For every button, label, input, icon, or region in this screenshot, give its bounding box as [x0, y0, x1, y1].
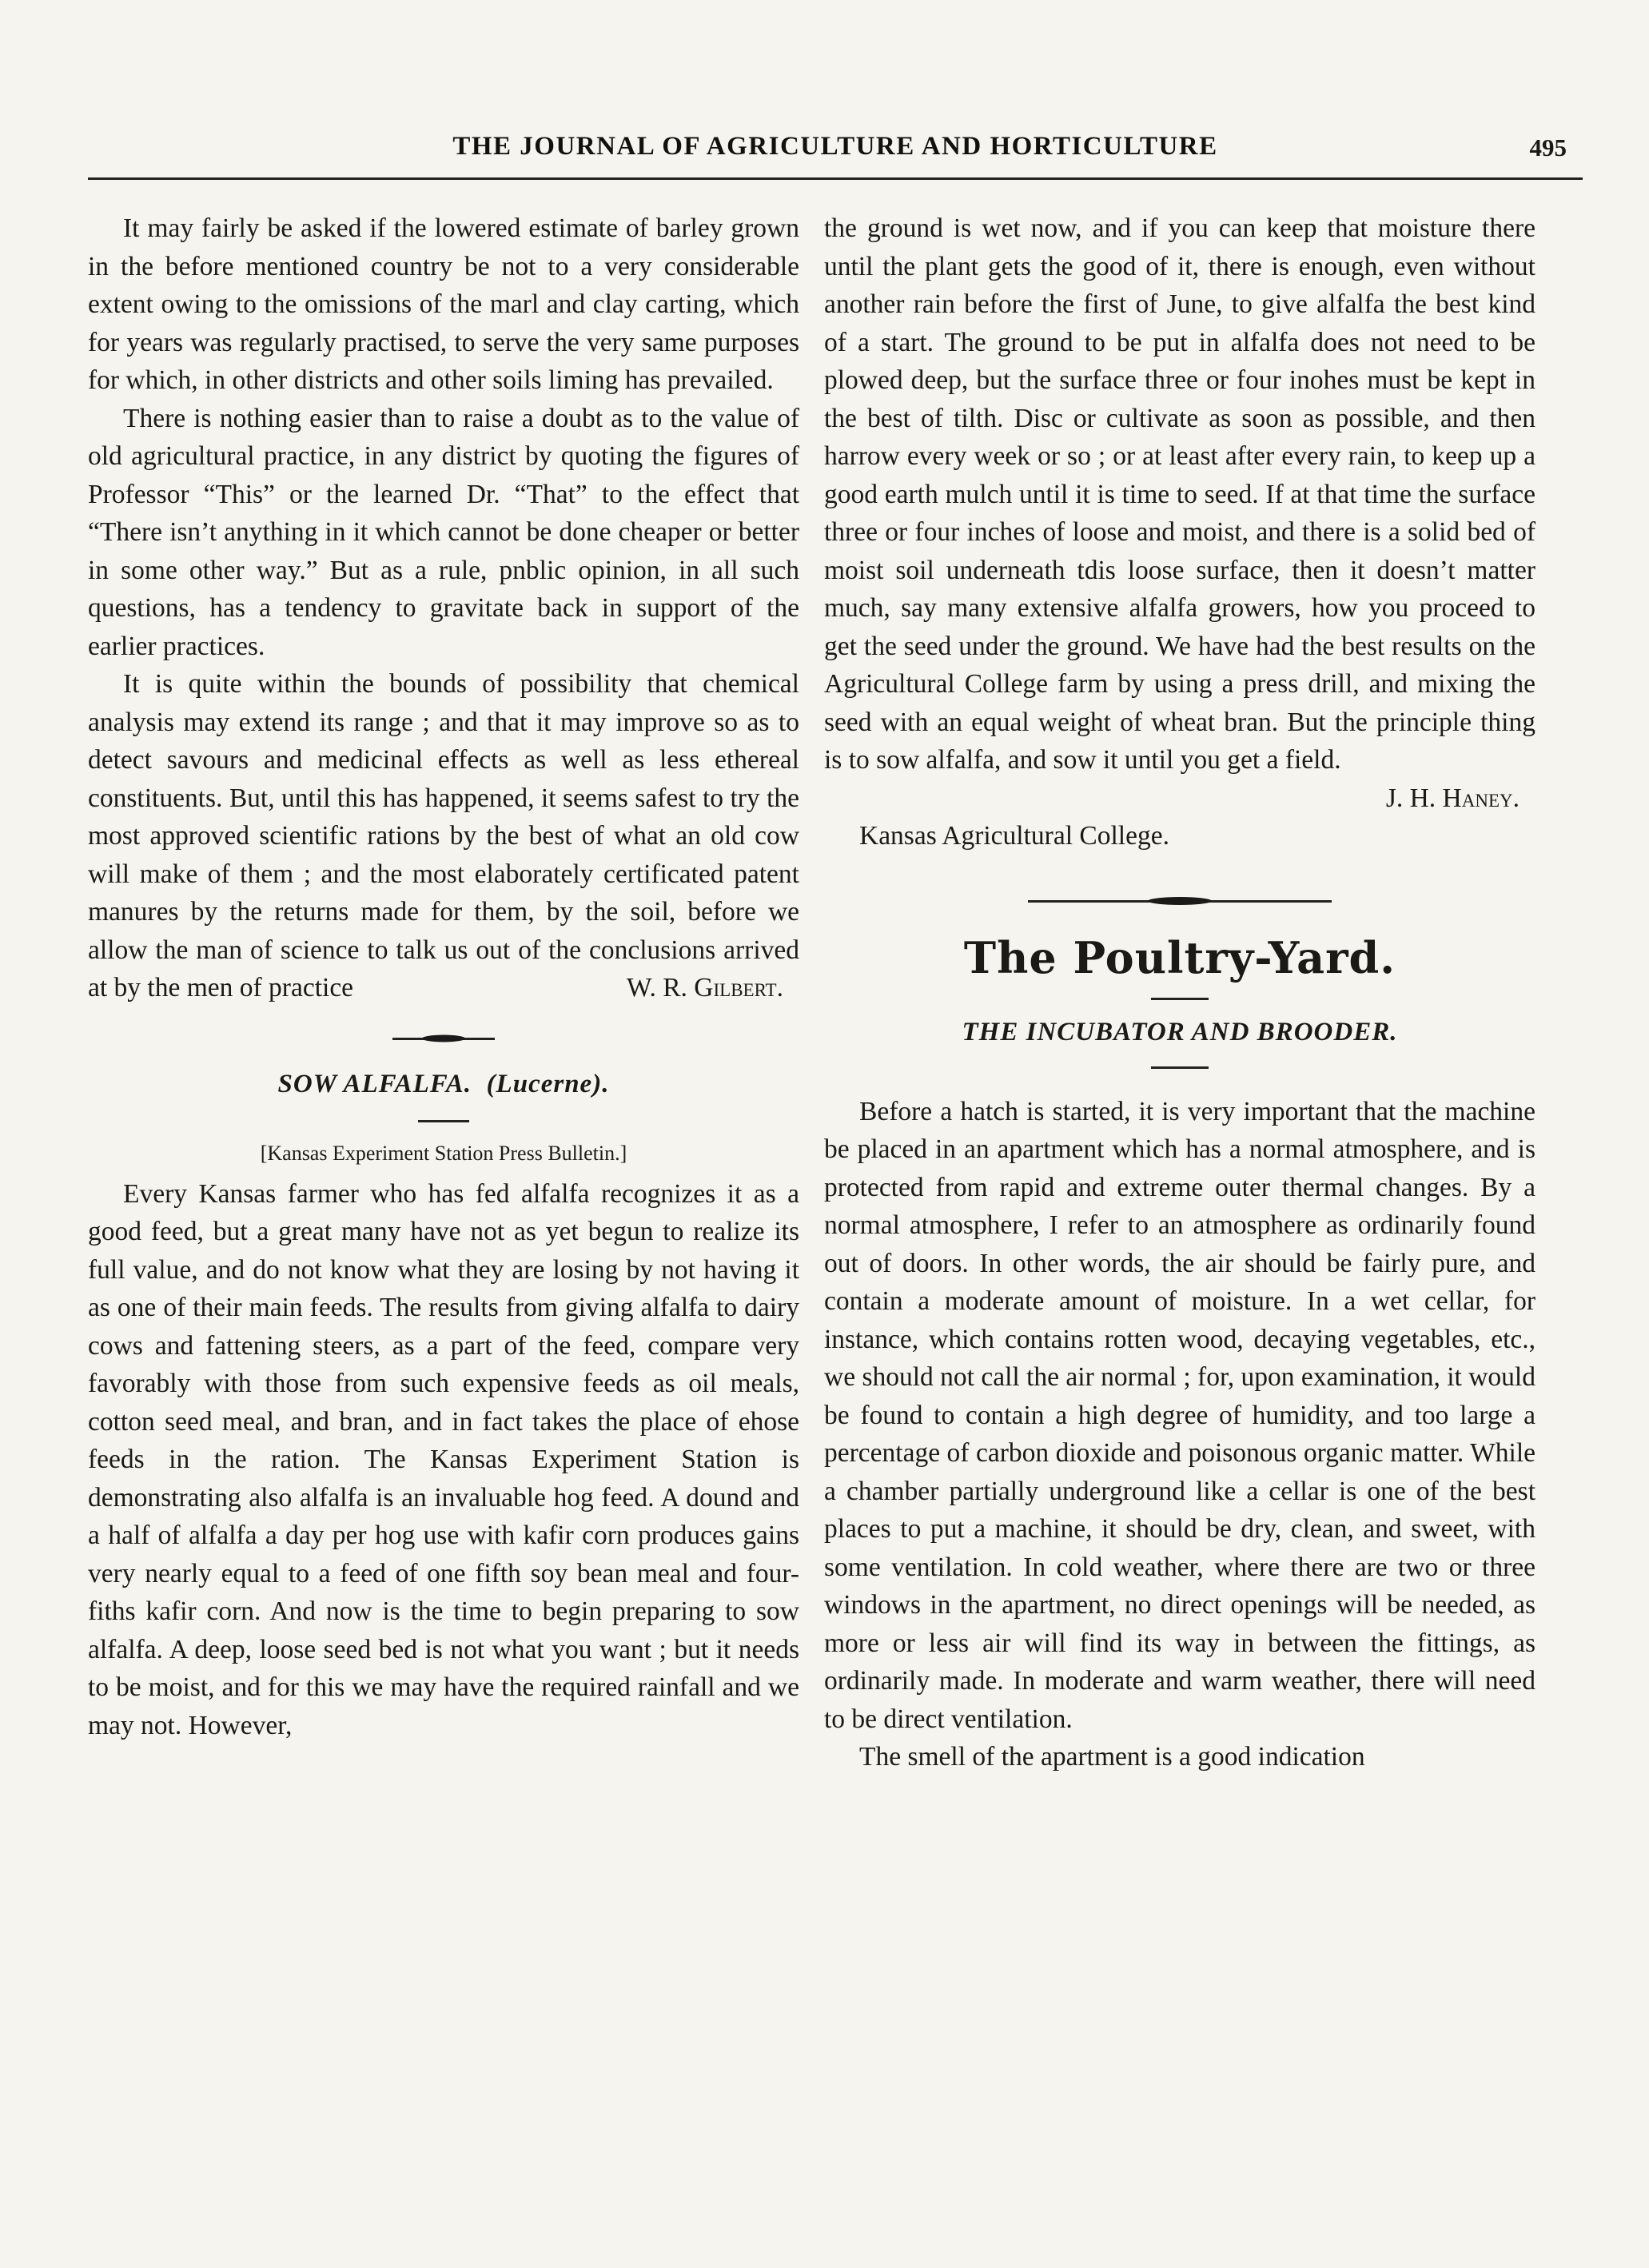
paragraph: Before a hatch is started, it is very important that the machine be placed in an apartment which has a normal atmosphere, and is protected from rapid and extreme outer thermal changes. By a normal atmosphere, I refer to an atmosphere as ordinarily found out of doors. In other words, the air should be fairly pure, and contain a moderate amount of moisture. In a wet cellar, for instance, which contains rotten wood, decaying vegetables, etc., we should not call the air normal ; for, upon examination, it would be found to contain a high degree of humidity, and too large a percentage of carbon dioxide and poisonous organic matter. While a chamber partially underground like a cellar is one of the best places to put a machine, it should be dry, clean, and sweet, with some ventilation. In cold weather, where there are two or three windows in the apartment, no direct openings will be needed, as more or less air will find its way in between the fittings, as ordinarily made. In moderate and warm weather, there will need to be direct ventilation. — [824, 1096, 1535, 1734]
section-divider — [88, 1007, 799, 1070]
author-signature: J. H. Haney. — [1385, 783, 1520, 813]
paragraph: There is nothing easier than to raise a doubt as to the value of old agricultural practice, in any district by quoting the figures of Professor “This” or the learned Dr. “That” to the effect that “There isn’t anything in it which cannot be done cheaper or better in some other way.” But as a rule, pnblic opinion, in all such questions, has a tendency to gravitate back in support of the earlier practices. — [88, 403, 799, 661]
running-header — [88, 132, 1583, 177]
divider-ornament — [1148, 897, 1212, 905]
header-rule — [88, 177, 1583, 180]
page-number: 495 — [1529, 134, 1567, 161]
paragraph: the ground is wet now, and if you can keep that moisture there until the plant gets the good of it, there is enough, even without another rain before the first of June, to give alfalfa the best kind of a start. The ground to be put in alfalfa does not need to be plowed deep, but the surface three or four inohes must be kept in the best of tilth. Disc or cultivate as soon as possible, and then harrow every week or so ; or at least after every rain, to keep up a good earth mulch until it is time to seed. If at that time the surface three or four inches of loose and moist, and there is a solid bed of moist soil underneath tdis loose surface, then it doesn’t matter much, say many extensive alfalfa growers, how you proceed to get the seed under the ground. We have had the best results on the Agricultural College farm by using a press drill, and mixing the seed with an equal weight of wheat bran. But the principle thing is to sow alfalfa, and sow it until you get a field. — [824, 213, 1535, 775]
press-note: [Kansas Experiment Station Press Bulletin.] — [260, 1141, 627, 1165]
article-subtitle: (Lucerne). — [486, 1069, 610, 1098]
author-affiliation: Kansas Agricultural College. — [859, 821, 1169, 851]
author-signature: W. R. Gilbert. — [626, 973, 783, 1002]
department-heading: The Poultry-Yard. — [963, 931, 1396, 983]
journal-title: THE JOURNAL OF AGRICULTURE AND HORTICULTURE — [452, 132, 1218, 161]
right-column — [824, 209, 1535, 1776]
article-title: THE INCUBATOR AND BROODER. — [962, 1017, 1398, 1046]
left-column — [88, 209, 799, 1744]
paragraph-text: It is quite within the bounds of possibility that chemical analysis may extend its range ; and that it may improve so as to detect savours and medicinal effects as well as less ethereal constituents. But, until this has happened, it seems safest to try the most approved scientific rations by the best of what an old cow will make of them ; and the most elaborately certificated patent manures by the returns made for them, by the soil, before we allow the man of science to talk us out of the conclusions arrived at by the men of practice — [88, 669, 799, 1002]
paragraph: It may fairly be asked if the lowered estimate of barley grown in the before mentioned country be not to a very considerable extent owing to the omissions of the marl and clay carting, which for years was regularly practised, to serve the very same purposes for which, in other districts and other soils liming has prevailed. — [88, 213, 799, 395]
divider-ornament — [422, 1034, 465, 1042]
paragraph: Every Kansas farmer who has fed alfalfa recognizes it as a good feed, but a great many have not as yet begun to realize its full value, and do not know what they are losing by not having it as one of their main feeds. The results from giving alfalfa to dairy cows and fattening steers, as a part of the feed, compare very favorably with those from such expensive feeds as oil meals, cotton seed meal, and bran, and in fact takes the place of ehose feeds in the ration. The Kansas Experiment Station is demonstrating also alfalfa is an invaluable hog feed. A dound and a half of alfalfa a day per hog use with kafir corn produces gains very nearly equal to a feed of one fifth soy bean meal and four-fiths kafir corn. And now is the time to begin preparing to sow alfalfa. A deep, loose seed bed is not what you want ; but it needs to be moist, and for this we may have the required rainfall and we may not. However, — [88, 1178, 799, 1740]
paragraph: The smell of the apartment is a good indication — [859, 1742, 1365, 1772]
article-title — [88, 1070, 799, 1099]
article-title-text: SOW ALFALFA. — [277, 1069, 472, 1098]
paragraph — [88, 665, 799, 1007]
section-divider — [824, 855, 1535, 932]
